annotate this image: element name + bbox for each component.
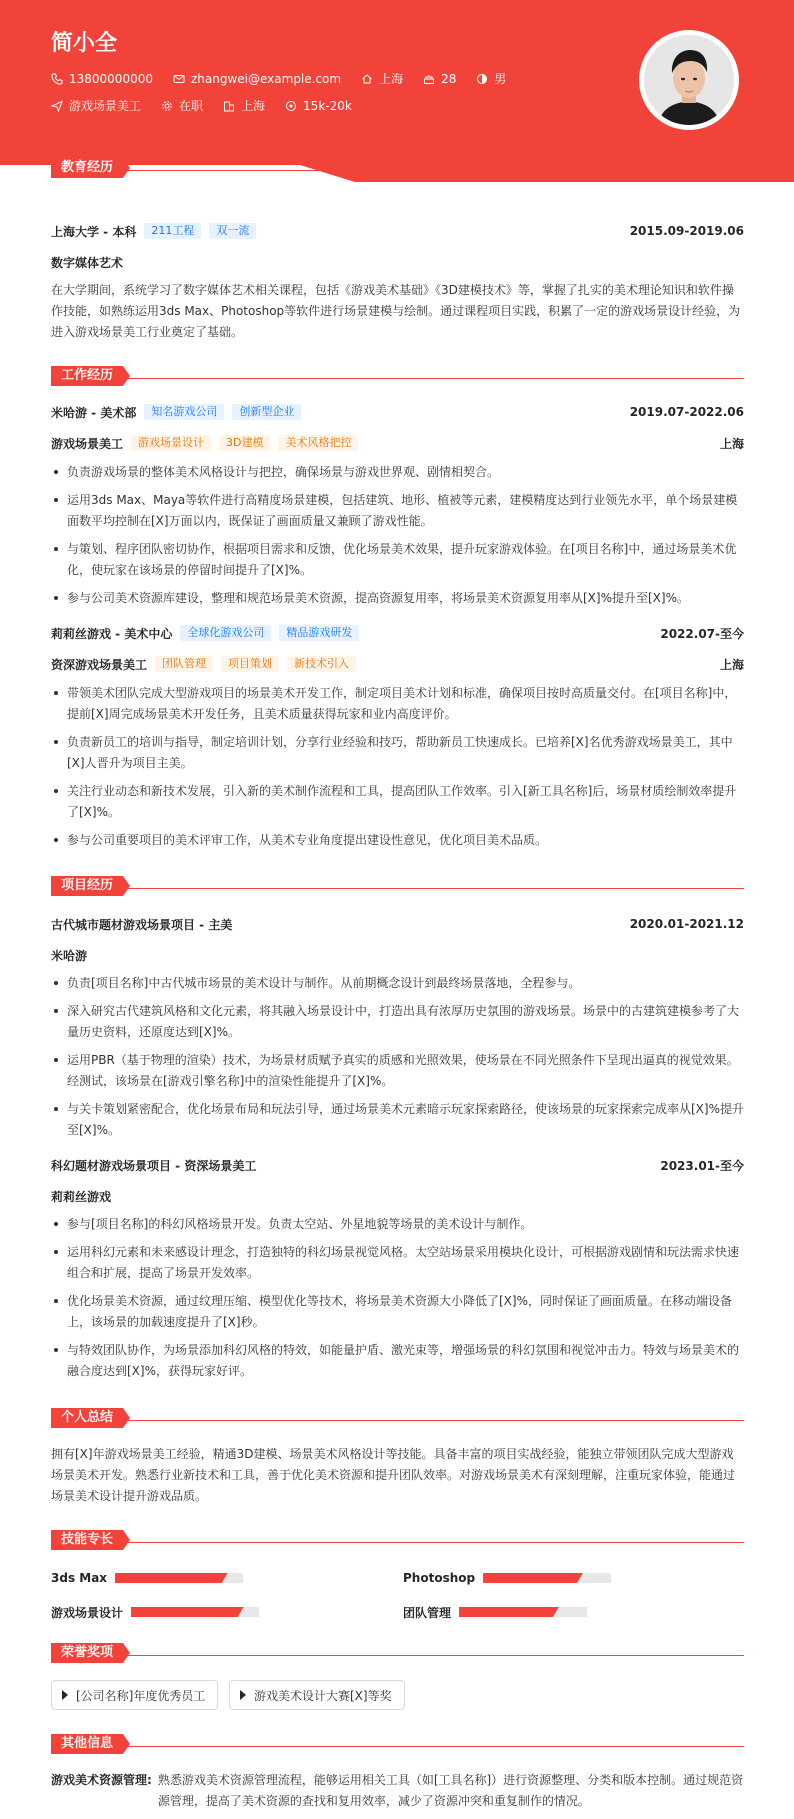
job-target-item [51,97,141,114]
section-title: 荣誉奖项 [51,1643,123,1663]
project-bullets [51,1214,744,1389]
project-company-row [51,1186,744,1206]
skill-name: Photoshop [403,1571,476,1585]
skill-tag: 团队管理 [155,656,213,672]
email-text: zhangwei@example.com [190,71,342,86]
age-text: 28 [441,71,457,86]
project-name: 古代城市题材游戏场景项目 - 主美 [51,917,233,932]
salary-item [285,99,352,113]
education-header [51,221,744,241]
major-row [51,252,744,272]
phone-icon [51,73,63,85]
job-city: 上海 [719,436,744,451]
skill-name: 3ds Max [51,1571,108,1585]
education-date: 2015.09-2019.06 [629,224,744,238]
cake-icon [423,73,435,85]
play-icon [62,1690,68,1700]
status-item [161,97,203,114]
job-header [51,402,744,422]
honor-text: [公司名称]年度优秀员工 [76,1688,206,1703]
skill-tag: 3D建模 [219,435,270,451]
skill-tag: 游戏场景设计 [131,435,211,451]
list-item: 关注行业动态和新技术发展，引入新的美术制作流程和工具，提高团队工作效率。引入[新工具名称]后，场景材质绘制效率提升了[X]%。 [51,781,744,823]
list-item: 负责新员工的培训与指导，制定培训计划，分享行业经验和技巧，帮助新员工快速成长。已培养[X]名优秀游戏场景美工，其中[X]人晋升为项目主美。 [51,732,744,774]
honor-item [51,1680,218,1710]
honor-text: 游戏美术设计大赛[X]等奖 [254,1688,392,1703]
skill-bar [131,1607,259,1617]
list-item: 带领美术团队完成大型游戏项目的场景美术开发工作，制定项目美术计划和标准，确保项目按时高质量交付。在[项目名称]中，提前[X]周完成场景美术开发任务，且美术质量获得玩家和业内高度评价。 [51,683,744,725]
age-item [423,72,456,86]
section-title: 其他信息 [51,1734,123,1754]
skill-item [403,1602,587,1622]
project-date: 2023.01-至今 [660,1158,744,1173]
list-item: 负责[项目名称]中古代城市场景的美术设计与制作。从前期概念设计到最终场景落地，全程参与。 [51,973,744,994]
skill-tag: 项目策划 [221,656,279,672]
section-divider [121,170,744,171]
section-title: 项目经历 [51,876,123,896]
skill-bar-fill [483,1573,583,1583]
project-company-row [51,945,744,965]
mail-icon [173,73,185,85]
project-header [51,914,744,934]
list-item: 运用PBR（基于物理的渲染）技术，为场景材质赋予真实的质感和光照效果，使场景在不同光照条件下呈现出逼真的视觉效果。经测试，该场景在[游戏引擎名称]中的渲染性能提升了[X]%。 [51,1050,744,1092]
section-divider [121,1655,744,1656]
section-divider [121,1420,744,1421]
school-name: 上海大学 - 本科 [51,224,137,239]
home-icon [361,73,373,85]
skill-bar [459,1607,587,1617]
company-tag: 全球化游戏公司 [180,625,271,641]
section-title: 个人总结 [51,1408,123,1428]
gender-icon [476,73,488,85]
role-title: 游戏场景美工 [51,436,124,451]
project-bullets [51,973,744,1148]
company-name: 米哈游 - 美术部 [51,405,137,420]
job-bullets [51,683,744,858]
job-target-text: 游戏场景美工 [69,99,142,113]
list-item: 与特效团队协作，为场景添加科幻风格的特效，如能量护盾、激光束等，增强场景的科幻氛围和视觉冲击力。特效与场景美术的融合度达到[X]%，获得玩家好评。 [51,1340,744,1382]
location-item [361,70,403,87]
role-row [51,654,744,674]
other-info-key: 游戏美术资源管理: [51,1773,152,1787]
company-name: 莉莉丝游戏 - 美术中心 [51,626,173,641]
education-description: 在大学期间，系统学习了数字媒体艺术相关课程，包括《游戏美术基础》《3D建模技术》等，掌握了扎实的美术理论知识和软件操作技能，如熟练运用3ds Max、Photoshop等软件进行场景建模与绘制。通过课程项目实践，积累了一定的游戏场景设计经验，为进入游戏场景美工行业奠定了基础。 [51,283,741,339]
other-info-value: 熟悉游戏美术资源管理流程，能够运用相关工具（如[工具名称]）进行资源整理、分类和版本控制。通过规范资源管理，提高了美术资源的查找和复用效率，减少了资源冲突和重复制作的情况。 [157,1773,744,1808]
other-info [51,1770,744,1812]
project-name: 科幻题材游戏场景项目 - 资深场景美工 [51,1158,257,1173]
project-company: 莉莉丝游戏 [51,1189,112,1204]
gender-item [476,70,506,87]
company-tag: 精品游戏研发 [279,625,359,641]
job-date: 2019.07-2022.06 [629,405,744,419]
list-item: 与关卡策划紧密配合，优化场景布局和玩法引导，通过场景美术元素暗示玩家探索路径，使该场景的玩家探索完成率从[X]%提升至[X]%。 [51,1099,744,1141]
list-item: 负责游戏场景的整体美术风格设计与把控，确保场景与游戏世界观、剧情相契合。 [51,462,744,483]
gear-icon [161,100,173,112]
send-icon [51,100,63,112]
job-bullets [51,462,744,616]
portrait-image [644,35,734,125]
list-item: 运用3ds Max、Maya等软件进行高精度场景建模，包括建筑、地形、植被等元素，建模精度达到行业领先水平，单个场景建模面数平均控制在[X]万面以内，既保证了画面质量又兼顾了游戏性能。 [51,490,744,532]
skill-bar-fill [115,1573,228,1583]
company-tag: 知名游戏公司 [144,404,224,420]
job-row [51,97,372,114]
section-title: 工作经历 [51,366,123,386]
skill-item [51,1602,259,1622]
job-city: 上海 [719,657,744,672]
section-other [51,1734,744,1754]
section-divider [121,1746,744,1747]
section-skills [51,1530,744,1550]
play-icon [240,1690,246,1700]
skill-bar [115,1573,243,1583]
building-icon [223,100,235,112]
contact-row [51,70,526,87]
list-item: 参与公司美术资源库建设，整理和规范场景美术资源，提高资源复用率，将场景美术资源复用率从[X]%提升至[X]%。 [51,588,744,609]
list-item: 运用科幻元素和未来感设计理念，打造独特的科幻场景视觉风格。太空站场景采用模块化设计，可根据游戏剧情和玩法需求快速组合和扩展，提高了场景开发效率。 [51,1242,744,1284]
salary-text: 15k-20k [303,98,352,113]
list-item: 与策划、程序团队密切协作，根据项目需求和反馈，优化场景美术效果，提升玩家游戏体验。在[项目名称]中，通过场景美术优化，使玩家在该场景的停留时间提升了[X]%。 [51,539,744,581]
status-text: 在职 [179,99,204,113]
section-projects [51,876,744,896]
skill-item [51,1568,243,1588]
job-header [51,623,744,643]
avatar [639,30,739,130]
list-item: 参与公司重要项目的美术评审工作，从美术专业角度提出建设性意见，优化项目美术品质。 [51,830,744,851]
major: 数字媒体艺术 [51,255,124,270]
list-item: 优化场景美术资源，通过纹理压缩、模型优化等技术，将场景美术资源大小降低了[X]%，同时保证了画面质量。在移动端设备上，该场景的加载速度提升了[X]秒。 [51,1291,744,1333]
skill-tag: 美术风格把控 [278,435,358,451]
email-item [173,72,341,86]
section-title: 教育经历 [51,158,123,178]
school-tag: 211工程 [144,223,201,239]
project-company: 米哈游 [51,948,88,963]
candidate-name: 简小全 [51,31,118,56]
company-tag: 创新型企业 [232,404,301,420]
location-text: 上海 [379,72,404,86]
role-title: 资深游戏场景美工 [51,657,148,672]
section-divider [121,1542,744,1543]
skill-name: 团队管理 [403,1605,452,1620]
skill-name: 游戏场景设计 [51,1605,124,1620]
coin-icon [285,100,297,112]
skill-tag: 新技术引入 [287,656,356,672]
role-row [51,433,744,453]
section-honors [51,1643,744,1663]
city-item [223,97,265,114]
project-date: 2020.01-2021.12 [629,917,744,931]
list-item: 参与[项目名称]的科幻风格场景开发。负责太空站、外星地貌等场景的美术设计与制作。 [51,1214,744,1235]
phone-text: 13800000000 [69,71,153,86]
summary-text: 拥有[X]年游戏场景美工经验，精通3D建模、场景美术风格设计等技能。具备丰富的项目实战经验，能独立带领团队完成大型游戏场景美术开发。熟悉行业新技术和工具，善于优化美术资源和提升团队效率。对游戏场景美术有深刻理解，注重玩家体验，能通过场景美术设计提升游戏品质。 [51,1447,736,1503]
honor-item [229,1680,405,1710]
city-text: 上海 [241,99,266,113]
section-work [51,366,744,386]
skill-bar [483,1573,611,1583]
section-divider [121,378,744,379]
section-summary [51,1408,744,1428]
skill-item [403,1568,611,1588]
section-divider [121,888,744,889]
list-item: 深入研究古代建筑风格和文化元素，将其融入场景设计中，打造出具有浓厚历史氛围的游戏场景。场景中的古建筑建模参考了大量历史资料，还原度达到[X]%。 [51,1001,744,1043]
gender-text: 男 [494,72,507,86]
section-title: 技能专长 [51,1530,123,1550]
avatar-photo [644,35,734,125]
skill-bar-fill [131,1607,244,1617]
skill-bar-fill [459,1607,559,1617]
job-date: 2022.07-至今 [660,626,744,641]
phone-item [51,72,153,86]
section-education [51,158,744,178]
school-tag: 双一流 [209,223,256,239]
project-header [51,1155,744,1175]
